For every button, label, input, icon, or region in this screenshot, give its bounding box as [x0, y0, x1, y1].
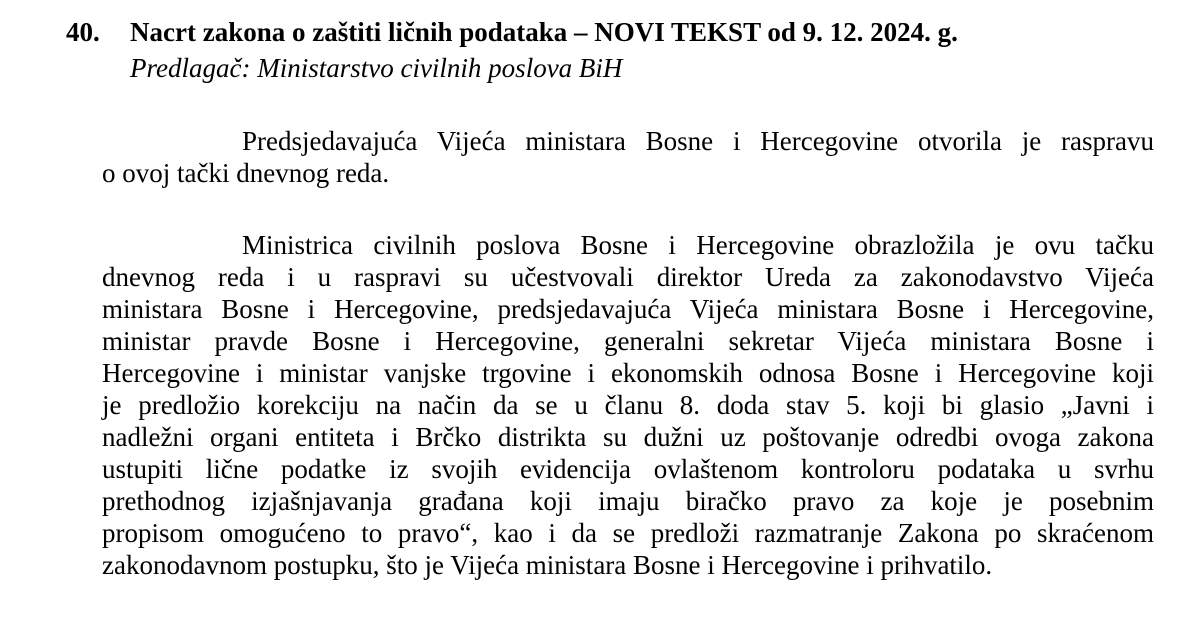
paragraph-line: Predsjedavajuća Vijeća ministara Bosne i Hercegovine otvorila je raspravu [242, 126, 1154, 156]
paragraph-line: propisom omogućeno to pravo“, kao i da se predloži razmatranje Zakona po skraćenom [102, 518, 1154, 548]
paragraph-line: dnevnog reda i u raspravi su učestvovali direktor Ureda za zakonodavstvo Vijeća [102, 262, 1154, 292]
paragraph-explanation [102, 229, 1154, 581]
paragraph-line: ministara Bosne i Hercegovine, predsjedavajuća Vijeća ministara Bosne i Hercegovine, [102, 294, 1154, 324]
paragraph-line: nadležni organi entiteta i Brčko distrikta su dužni uz poštovanje odredbi ovoga zakona [102, 422, 1154, 452]
agenda-item-number: 40. [66, 17, 100, 47]
paragraph-line: je predložio korekciju na način da se u članu 8. doda stav 5. koji bi glasio „Javni i [102, 390, 1154, 420]
paragraph-line: ministar pravde Bosne i Hercegovine, generalni sekretar Vijeća ministara Bosne i [102, 326, 1154, 356]
paragraph-line: Ministrica civilnih poslova Bosne i Hercegovine obrazložila je ovu tačku [242, 230, 1154, 260]
paragraph-line: prethodnog izjašnjavanja građana koji imaju biračko pravo za koje je posebnim [102, 486, 1154, 516]
agenda-item-proposer: Predlagač: Ministarstvo civilnih poslova BiH [130, 53, 623, 83]
paragraph-line: ustupiti lične podatke iz svojih evidencija ovlaštenom kontroloru podataka u svrhu [102, 454, 1154, 484]
paragraph-line: zakonodavnom postupku, što je Vijeća ministara Bosne i Hercegovine i prihvatilo. [102, 550, 993, 580]
paragraph-line: o ovoj tački dnevnog reda. [102, 158, 390, 188]
paragraph-line: Hercegovine i ministar vanjske trgovine i ekonomskih odnosa Bosne i Hercegovine koji [102, 358, 1154, 388]
paragraph-discussion-opened [102, 125, 1154, 189]
agenda-item-title: Nacrt zakona o zaštiti ličnih podataka – NOVI TEKST od 9. 12. 2024. g. [130, 17, 958, 47]
